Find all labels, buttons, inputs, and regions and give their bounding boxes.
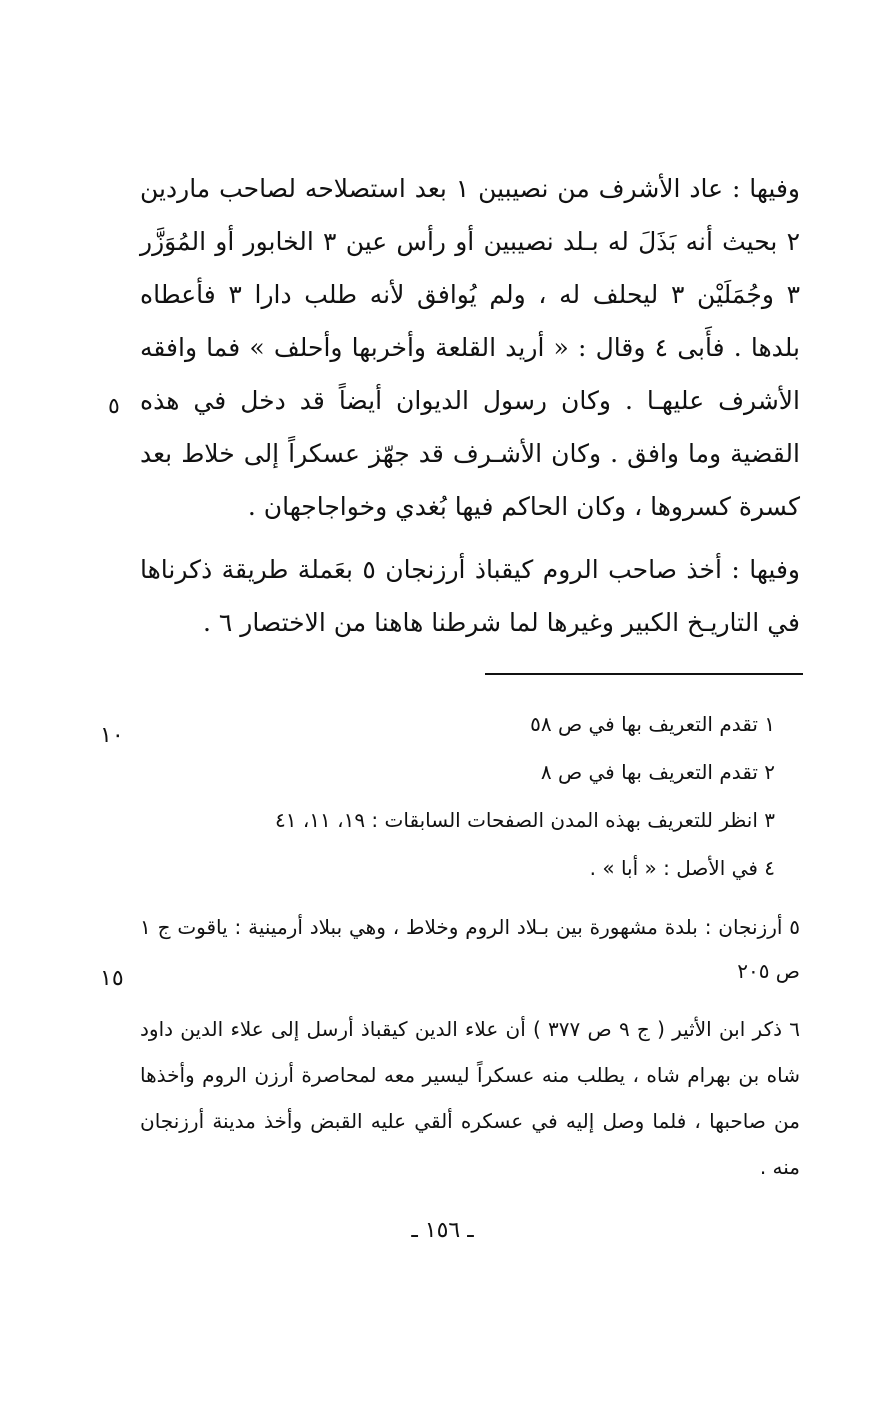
paragraph-2: وفيها : أخذ صاحب الروم كيقباذ أرزنجان ٥ بعَملة طريقة ذكرناها في التاريـخ الكبير وغيرها لما شرطنا هاهنا من الاختصار ٦ . — [140, 555, 800, 637]
footnote-3: ٣ انظر للتعريف بهذه المدن الصفحات السابقات : ١٩، ١١، ٤١ — [275, 808, 775, 832]
page-number: ـ ١٥٦ ـ — [411, 1218, 474, 1243]
margin-line-number-10: ١٠ — [100, 723, 124, 748]
footnote-separator — [485, 673, 803, 675]
footnote-6: ٦ ذكر ابن الأثير ( ج ٩ ص ٣٧٧ ) أن علاء الدين كيقباذ أرسل إلى علاء الدين داود شاه بن بهرام شاه ، يطلب منه عسكراً ليسير معه لمحاصرة أرزن الروم وأخذها من صاحبها ، فلما وصل إليه في عسكره ألقي عليه القبض وأخذ مدينة أرزنجان منه . — [140, 1017, 800, 1179]
footnote-5: ٥ أرزنجان : بلدة مشهورة بين بـلاد الروم وخلاط ، وهي ببلاد أرمينية : ياقوت ج ١ ص ٢٠٥ — [140, 915, 800, 983]
footnote-6-block — [140, 1006, 800, 1190]
footnotes-short — [155, 700, 775, 892]
footnote-4: ٤ في الأصل : « أبا » . — [589, 856, 775, 880]
footnote-1: ١ تقدم التعريف بها في ص ٥٨ — [530, 712, 775, 736]
paragraph-1: وفيها : عاد الأشرف من نصيبين ١ بعد استصلاحه لصاحب ماردين ٢ بحيث أنه بَذَلَ له بـلد نصيبين أو رأس عين ٣ الخابور أو المُوَزَّر ٣ وجُمَلَيْن ٣ ليحلف له ، ولم يُوافق لأنه طلب دارا ٣ فأعطاه بلدها . فأَبى ٤ وقال : « أريد القلعة وأخربها وأحلف » فما وافقه الأشرف عليهـا . وكان رسول الديوان أيضاً قد دخل في هذه القضية وما وافق . وكان الأشـرف قد جهّز عسكراً إلى خلاط بعد كسرة كسروها ، وكان الحاكم فيها بُغدي وخواجاجهان . — [140, 174, 801, 521]
footnote-5-block — [140, 905, 800, 993]
margin-line-number-15: ١٥ — [100, 966, 124, 991]
main-text — [140, 162, 800, 649]
margin-line-number-5: ٥ — [108, 394, 120, 419]
footnote-2: ٢ تقدم التعريف بها في ص ٨ — [540, 760, 775, 784]
